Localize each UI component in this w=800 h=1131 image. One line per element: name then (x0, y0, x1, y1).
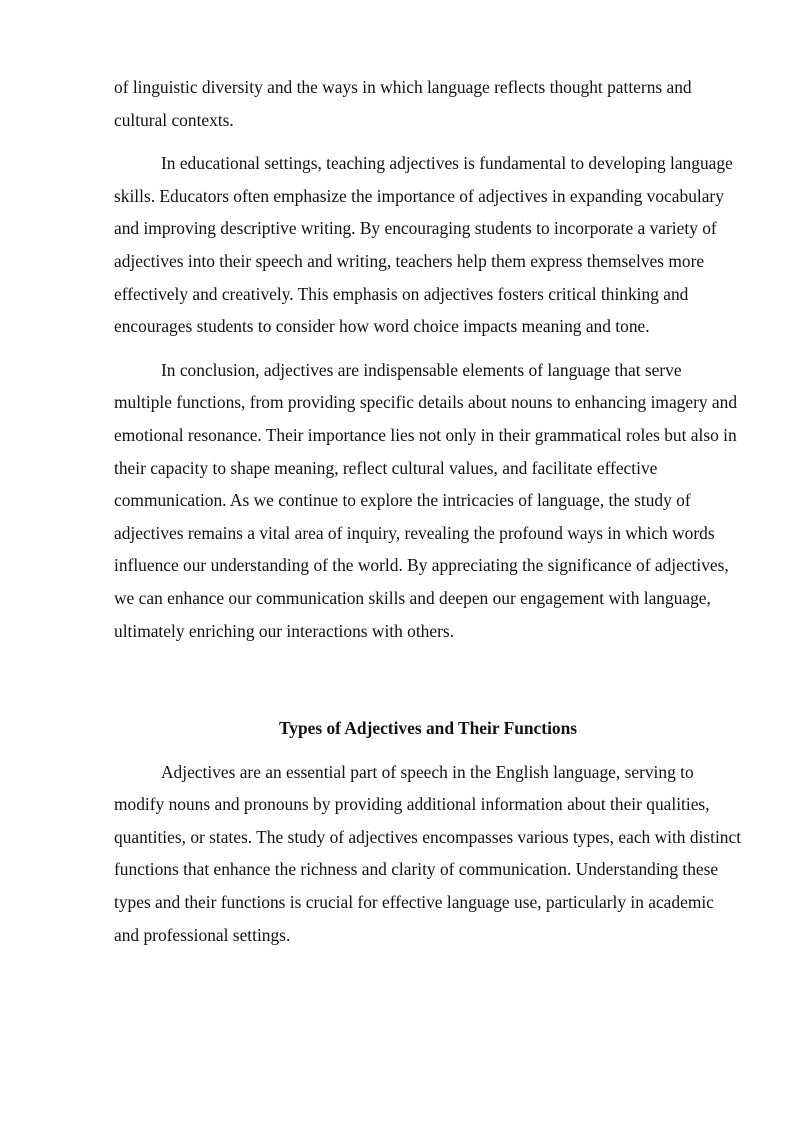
page-content (114, 71, 742, 962)
paragraph-educational-settings: In educational settings, teaching adjectives is fundamental to developing language skills. Educators often emphasize the importance of adjectives in expanding vocabulary and improving descriptive writing. By encouraging students to incorporate a variety of adjectives into their speech and writing, teachers help them express themselves more effectively and creatively. This emphasis on adjectives fosters critical thinking and encourages students to consider how word choice impacts meaning and tone. (114, 153, 733, 337)
paragraph-continuation: of linguistic diversity and the ways in which language reflects thought patterns and cultural contexts. (114, 77, 692, 130)
paragraph-types-intro: Adjectives are an essential part of speech in the English language, serving to modify nouns and pronouns by providing additional information about their qualities, quantities, or states. The study of adjectives encompasses various types, each with distinct functions that enhance the richness and clarity of communication. Understanding these types and their functions is crucial for effective language use, particularly in academic and professional settings. (114, 761, 742, 945)
paragraph-conclusion: In conclusion, adjectives are indispensable elements of language that serve multiple functions, from providing specific details about nouns to enhancing imagery and emotional resonance. Their importance lies not only in their grammatical roles but also in their capacity to shape meaning, reflect cultural values, and facilitate effective communication. As we continue to explore the intricacies of language, the study of adjectives remains a vital area of inquiry, revealing the profound ways in which words influence our understanding of the world. By appreciating the significance of adjectives, we can enhance our communication skills and deepen our engagement with language, ultimately enriching our interactions with others. (114, 359, 738, 641)
section-heading: Types of Adjectives and Their Functions (278, 718, 578, 739)
